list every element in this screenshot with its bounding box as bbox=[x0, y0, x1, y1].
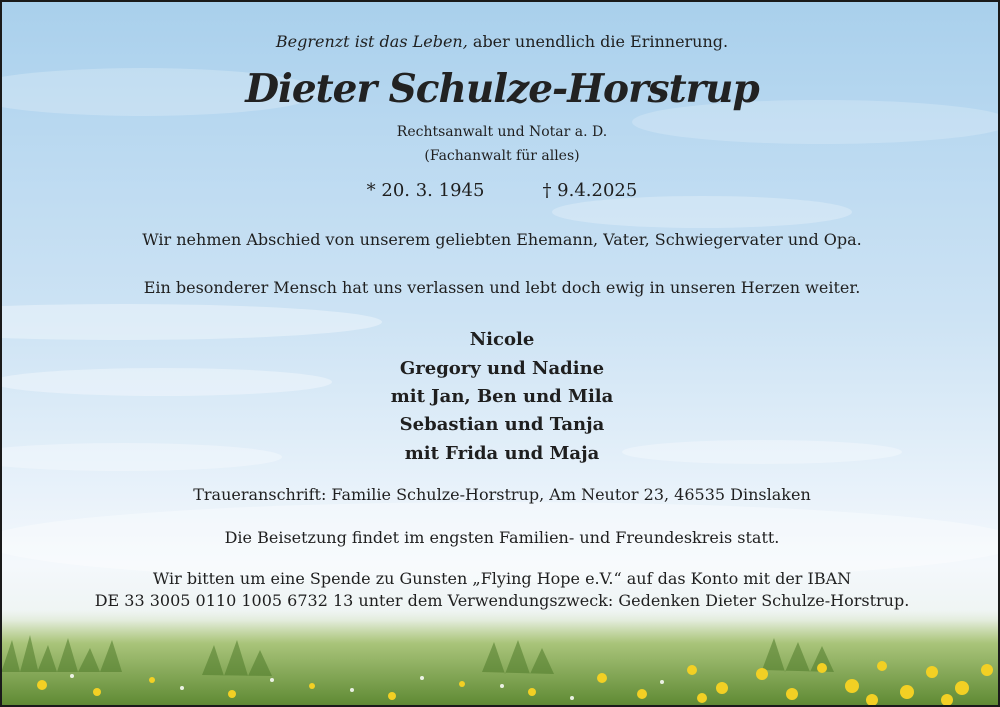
tribute-text: Ein besonderer Mensch hat uns verlassen und lebt doch ewig in unseren Herzen weiter. bbox=[143, 278, 861, 297]
farewell-text: Wir nehmen Abschied von unserem geliebten Ehemann, Vater, Schwiegervater und Opa. bbox=[142, 230, 862, 249]
profession-note: (Fachanwalt für alles) bbox=[424, 148, 580, 164]
mourning-address: Traueranschrift: Familie Schulze-Horstrup, Am Neutor 23, 46535 Dinslaken bbox=[193, 485, 811, 504]
life-dates bbox=[2, 180, 1000, 201]
profession-line: Rechtsanwalt und Notar a. D. bbox=[396, 124, 608, 140]
deceased-name: Dieter Schulze-Horstrup bbox=[245, 66, 759, 112]
motto-italic: Begrenzt ist das Leben, bbox=[275, 32, 468, 51]
mourner-name: Nicole bbox=[469, 329, 535, 350]
mourner-name: Sebastian und Tanja bbox=[399, 414, 605, 435]
motto-rest: aber unendlich die Erinnerung. bbox=[467, 32, 729, 51]
mourner-name: mit Jan, Ben und Mila bbox=[390, 386, 614, 407]
death-date: † 9.4.2025 bbox=[542, 180, 638, 201]
motto bbox=[2, 32, 1000, 51]
mourner-name: Gregory und Nadine bbox=[399, 358, 605, 379]
notice-text bbox=[2, 2, 998, 705]
mourner-name: mit Frida und Maja bbox=[404, 443, 600, 464]
burial-note: Die Beisetzung findet im engsten Familien- und Freundeskreis statt. bbox=[224, 528, 780, 547]
donation-iban: DE 33 3005 0110 1005 6732 13 unter dem Verwendungszweck: Gedenken Dieter Schulze-Horstrup. bbox=[94, 591, 910, 610]
donation-request: Wir bitten um eine Spende zu Gunsten „Flying Hope e.V.“ auf das Konto mit der IBAN bbox=[152, 569, 852, 588]
birth-date: * 20. 3. 1945 bbox=[366, 180, 485, 201]
